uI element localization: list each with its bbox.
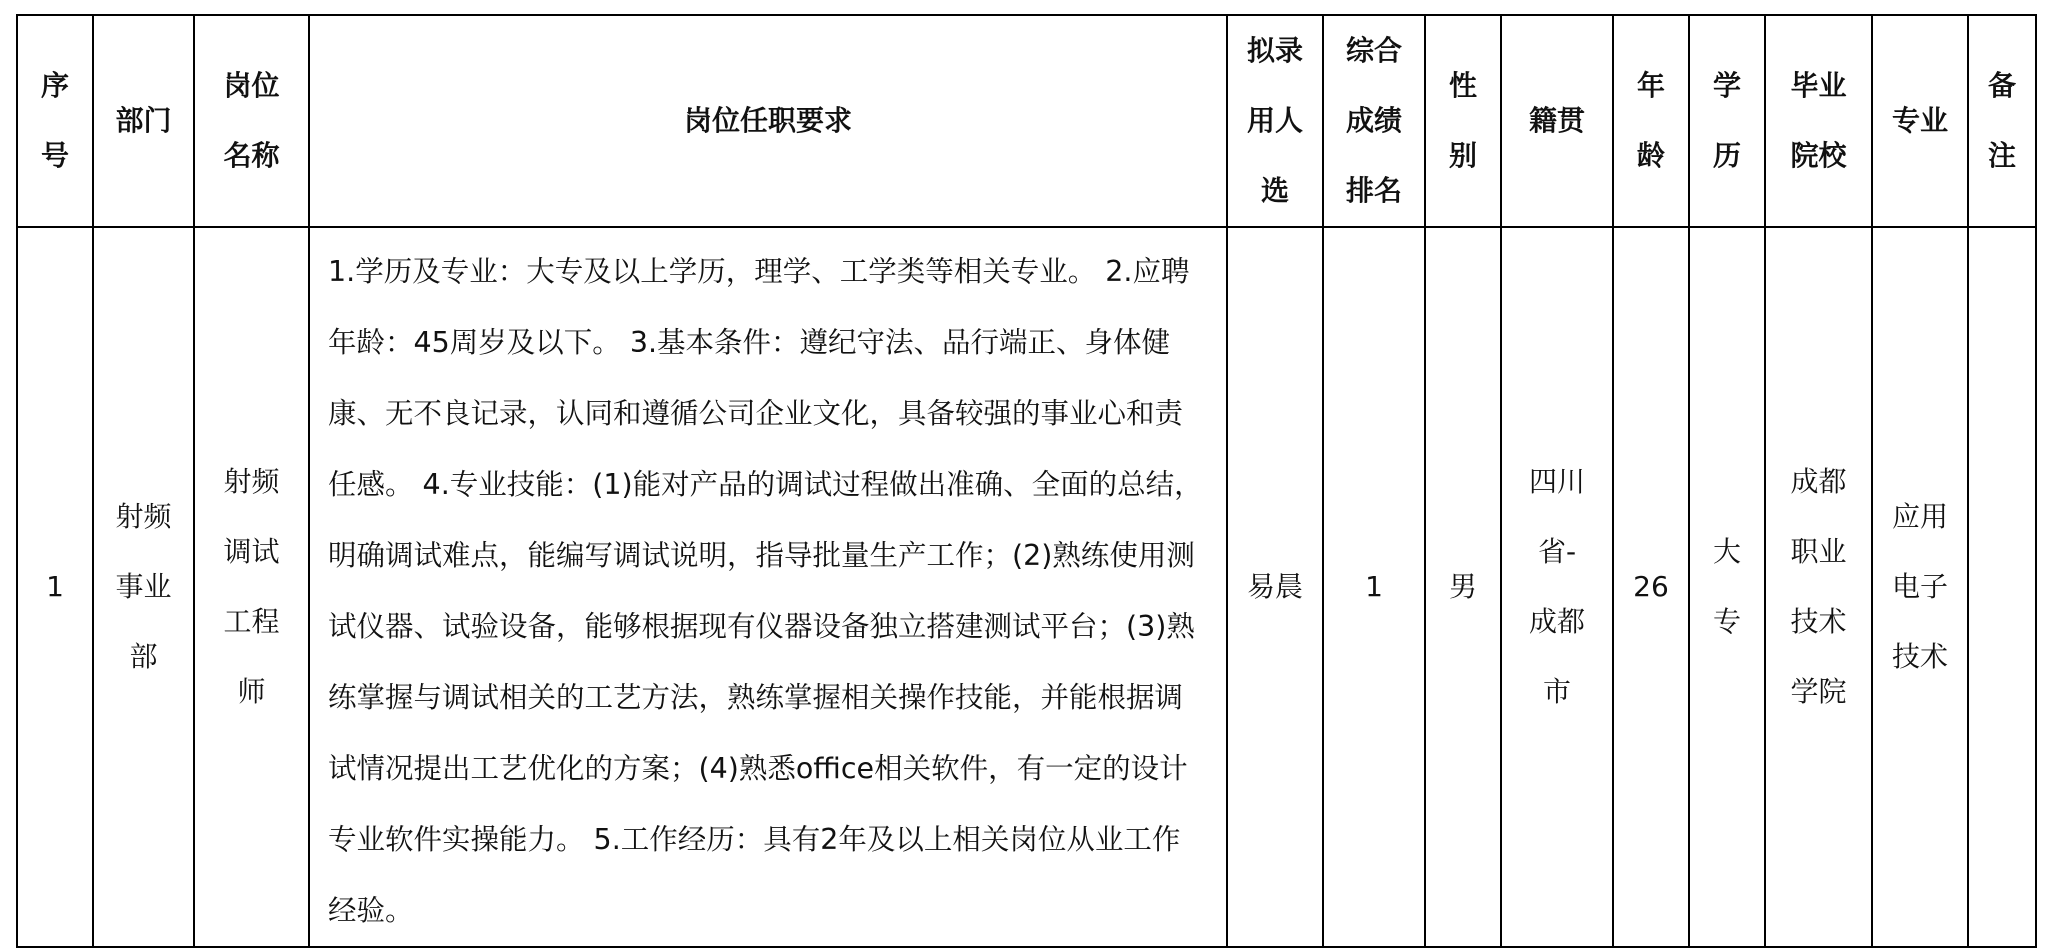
header-remark: 备注 — [1968, 15, 2036, 227]
header-age: 年龄 — [1613, 15, 1689, 227]
cell-remark — [1968, 227, 2036, 947]
header-requirements: 岗位任职要求 — [309, 15, 1227, 227]
header-candidate: 拟录用人选 — [1227, 15, 1323, 227]
cell-gender: 男 — [1425, 227, 1501, 947]
cell-origin: 四川省-成都市 — [1501, 227, 1613, 947]
header-dept: 部门 — [93, 15, 194, 227]
header-major: 专业 — [1872, 15, 1968, 227]
recruitment-table — [16, 14, 2037, 948]
cell-rank: 1 — [1323, 227, 1425, 947]
cell-seq: 1 — [17, 227, 93, 947]
header-origin: 籍贯 — [1501, 15, 1613, 227]
header-row — [17, 15, 2036, 227]
header-gender: 性别 — [1425, 15, 1501, 227]
cell-dept: 射频事业部 — [93, 227, 194, 947]
header-post-name: 岗位名称 — [194, 15, 309, 227]
cell-requirements: 1.学历及专业：大专及以上学历，理学、工学类等相关专业。 2.应聘年龄：45周岁及以下。 3.基本条件：遵纪守法、品行端正、身体健康、无不良记录，认同和遵循公司企业文化，具备较强的事业心和责任感。 4.专业技能：(1)能对产品的调试过程做出准确、全面的总结，明确调试难点，能编写调试说明，指导批量生产工作；(2)熟练使用测试仪器、试验设备，能够根据现有仪器设备独立搭建测试平台；(3)熟练掌握与调试相关的工艺方法，熟练掌握相关操作技能，并能根据调试情况提出工艺优化的方案；(4)熟悉office相关软件，有一定的设计专业软件实操能力。 5.工作经历：具有2年及以上相关岗位从业工作经验。 — [309, 227, 1227, 947]
table-row — [17, 227, 2036, 947]
header-seq: 序号 — [17, 15, 93, 227]
header-rank: 综合成绩排名 — [1323, 15, 1425, 227]
cell-education: 大专 — [1689, 227, 1765, 947]
cell-major: 应用电子技术 — [1872, 227, 1968, 947]
cell-school: 成都职业技术学院 — [1765, 227, 1872, 947]
header-education: 学历 — [1689, 15, 1765, 227]
cell-candidate: 易晨 — [1227, 227, 1323, 947]
header-school: 毕业院校 — [1765, 15, 1872, 227]
cell-post-name: 射频调试工程师 — [194, 227, 309, 947]
cell-age: 26 — [1613, 227, 1689, 947]
